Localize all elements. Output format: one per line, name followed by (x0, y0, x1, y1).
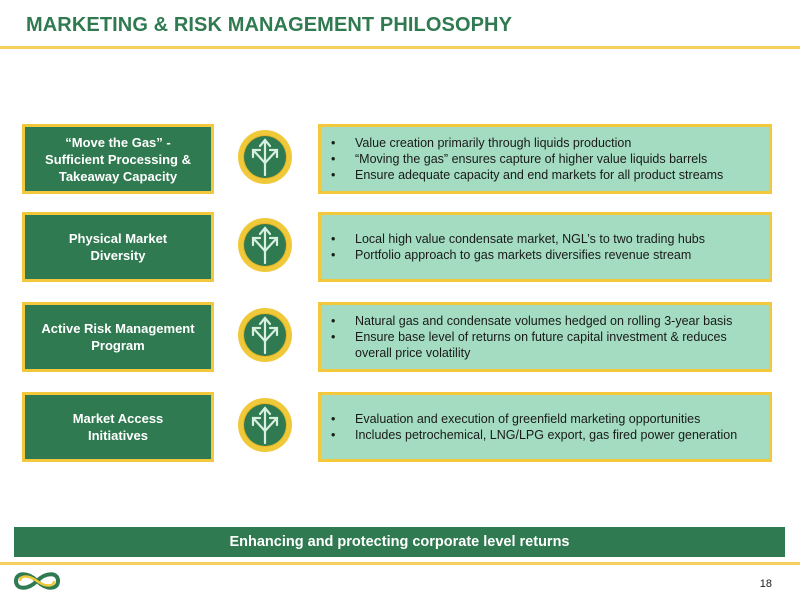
philosophy-row-risk-management (0, 302, 800, 372)
list-item: • Includes petrochemical, LNG/LPG export, gas fired power generation (331, 427, 737, 443)
diverging-arrows-icon (235, 305, 295, 365)
philosophy-row-market-access (0, 392, 800, 462)
footer-banner (14, 527, 785, 557)
row-label: “Move the Gas” - Sufficient Processing & Takeaway Capacity (45, 134, 191, 184)
row-details-box (318, 212, 772, 282)
row-label-box (22, 124, 214, 194)
list-item: • Ensure adequate capacity and end markets for all product streams (331, 167, 723, 183)
row-label: Market Access Initiatives (72, 411, 164, 443)
list-item: • Value creation primarily through liquids production (331, 135, 723, 151)
list-item: • “Moving the gas” ensures capture of higher value liquids barrels (331, 151, 723, 167)
row-label-box (22, 392, 214, 462)
row-label: Physical Market Diversity (68, 231, 168, 263)
row-details-box (318, 392, 772, 462)
diverging-arrows-icon (235, 127, 295, 187)
bullet-list (321, 135, 731, 183)
diverging-arrows-icon (235, 215, 295, 275)
list-item: • Natural gas and condensate volumes hedged on rolling 3-year basis (331, 313, 761, 329)
title-rule (0, 46, 800, 49)
row-details-box (318, 124, 772, 194)
list-item: • Evaluation and execution of greenfield marketing opportunities (331, 411, 737, 427)
footer-rule (0, 562, 800, 565)
row-label-box (22, 302, 214, 372)
slide-title: MARKETING & RISK MANAGEMENT PHILOSOPHY (26, 14, 513, 36)
page-number: 18 (759, 578, 772, 590)
row-label-box (22, 212, 214, 282)
bullet-list (321, 313, 769, 361)
philosophy-row-move-the-gas (0, 124, 800, 194)
company-logo (12, 568, 62, 594)
list-item: • Portfolio approach to gas markets diversifies revenue stream (331, 247, 705, 263)
list-item: • Local high value condensate market, NGL’s to two trading hubs (331, 231, 705, 247)
footer-banner-text: Enhancing and protecting corporate level returns (229, 534, 570, 550)
row-label: Active Risk Management Program (41, 321, 195, 353)
diverging-arrows-icon (235, 395, 295, 455)
bullet-list (321, 231, 713, 263)
row-details-box (318, 302, 772, 372)
list-item: • Ensure base level of returns on future capital investment & reduces overall price volatility (331, 329, 761, 361)
philosophy-row-market-diversity (0, 212, 800, 282)
bullet-list (321, 411, 745, 443)
